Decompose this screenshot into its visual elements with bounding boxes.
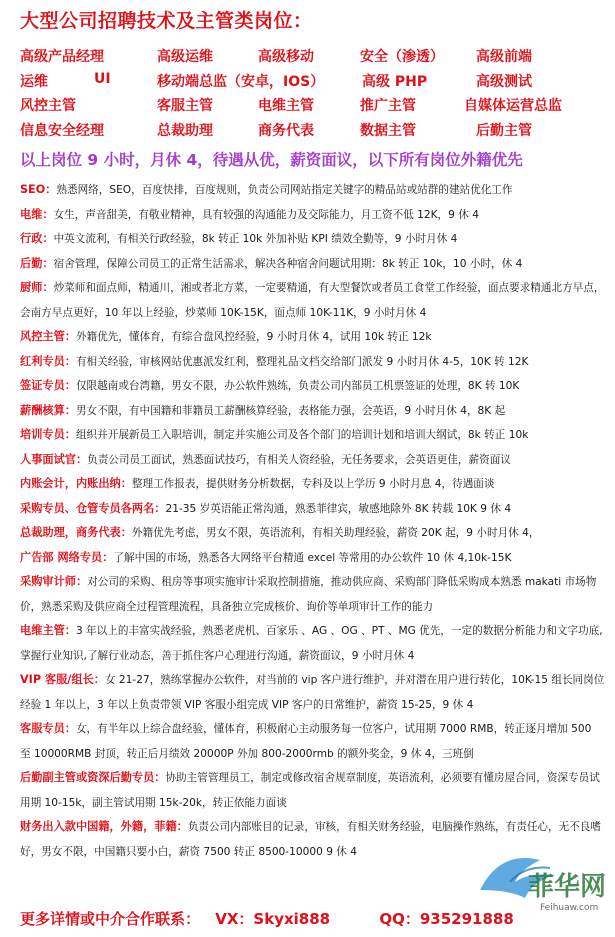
job-label: VIP 客服/组长： [20, 673, 105, 686]
job-label: 后勤： [20, 256, 54, 270]
job-item [20, 374, 605, 399]
job-item [20, 472, 605, 497]
position-item: 运维 [20, 73, 48, 90]
position-item: 高级前端 [476, 49, 532, 65]
position-item: 自媒体运营总监 [464, 98, 562, 114]
job-label: 采购审计师： [20, 575, 88, 588]
job-item [20, 350, 605, 375]
position-grid [20, 46, 600, 144]
job-item [20, 717, 605, 766]
job-item [20, 423, 605, 448]
job-desc: 外籍优先，懂体育，有综合盘风控经验，9 小时月休 4，试用 10k 转正 12k [75, 331, 432, 343]
job-item [20, 570, 605, 619]
watermark-url: Feihuaw.com [540, 903, 599, 913]
position-row [20, 95, 600, 120]
job-item [20, 252, 605, 277]
job-item [20, 325, 605, 350]
job-desc: 有相关经验，审核网站优惠派发红利，整理礼品文档交给部门派发 9 小时月休 4-5，10K 转 12K [75, 355, 529, 368]
position-item: 商务代表 [258, 122, 314, 139]
job-desc: 男女不限，有中国籍和菲籍员工薪酬核算经验，表格能力强，会英语，9 小时月休 4，8K 起 [75, 404, 506, 417]
job-item [20, 448, 605, 473]
position-item: 高级移动 [258, 49, 314, 65]
position-item: 数据主管 [360, 122, 416, 139]
position-item: 高级运维 [157, 49, 213, 65]
job-label: 电维： [20, 207, 54, 221]
job-item [20, 227, 605, 252]
position-item: 电维主管 [258, 98, 314, 114]
position-item: UI [94, 70, 111, 87]
job-label: 广告部 网络专员： [20, 550, 114, 564]
job-desc: 组织并开展新员工入职培训，制定并实施公司及各个部门的培训计划和培训大纲试，8k 转正 10k [75, 429, 529, 441]
job-list [20, 178, 605, 864]
job-label: 厨师： [20, 281, 54, 294]
qq-contact: QQ：935291888 [379, 910, 514, 928]
job-desc: 熟悉网络，SEO，百度快排，百度规则，负责公司网站指定关键字的精品站或站群的建站优化工作 [56, 184, 513, 196]
position-item: 客服主管 [157, 98, 213, 114]
job-label: 总裁助理，商务代表： [20, 526, 132, 539]
position-item: 总裁助理 [157, 122, 213, 139]
job-desc: 负责公司内部账目的记录，审核，有相关财务经验，电脑操作熟练，有责任心，无不良嗜好，男女不限，中国籍只要小白，薪资 7500 转正 8500-10000 9 休 4 [20, 821, 601, 858]
job-desc: 21-35 岁英语能正常沟通，熟悉菲律宾，敏感地除外 8K 转载 10K 9 休 4 [165, 502, 512, 515]
position-item: 高级 PHP [362, 73, 428, 90]
position-item: 推广主管 [360, 98, 416, 114]
job-item [20, 619, 605, 668]
watermark-text: 菲华网 [528, 872, 607, 902]
job-item [20, 766, 605, 815]
position-row [20, 71, 600, 96]
job-desc: 仅限越南或台湾籍，男女不限，办公软件熟练，负责公司内部员工机票签证的处理，8K 转 10K [75, 380, 520, 392]
job-item [20, 497, 605, 522]
job-desc: 炒菜师和面点师，精通川，湘或者北方菜，一定要精通，有大型餐饮或者员工食堂工作经验，面点要求精通北方早点，会南方早点更好，10 年以上经验，炒菜师 10K-15K，面点师 10K-11K，9 小时月休 4 [20, 282, 605, 319]
job-item [20, 521, 605, 546]
position-item: 高级产品经理 [20, 49, 104, 65]
position-item: 高级测试 [476, 73, 532, 90]
job-label: 行政： [20, 232, 54, 245]
position-item: 风控主管 [20, 98, 76, 114]
job-item [20, 178, 605, 203]
position-row [20, 46, 600, 71]
position-item: 后勤主管 [476, 122, 532, 139]
position-item: 安全（渗透） [360, 49, 444, 65]
job-desc: 负责公司员工面试，熟悉面试技巧，有相关人资经验，无任务要求，会英语更佳，薪资面议 [87, 453, 511, 466]
job-desc: 中英文流利，有相关行政经验，8k 转正 10k 外加补贴 KPI 绩效全勤等，9 小时月休 4 [53, 233, 458, 245]
job-desc: 外籍优先考虑，男女不限，英语流利，有相关助理经验，薪资 20K 起，9 小时月休 4， [131, 527, 540, 539]
job-desc: 女生，声音甜美，有敬业精神，具有较强的沟通能力及交际能力，月工资不低 12K，9 休 4 [53, 208, 479, 221]
position-item: 移动端总监（安卓，IOS） [157, 73, 325, 90]
job-label: 后勤副主管或资深后勤专员： [20, 771, 166, 784]
position-item: 信息安全经理 [20, 122, 104, 139]
poster-title: 大型公司招聘技术及主管类岗位： [20, 10, 313, 32]
job-label: 风控主管： [20, 330, 76, 343]
job-desc: 了解中国的市场，熟悉各大网络平台精通 excel 等常用的办公软件 10 休 4,10k-15K [113, 551, 512, 564]
job-label: 薪酬核算： [20, 403, 76, 417]
wechat-contact: VX：Skyxi888 [215, 910, 331, 928]
job-item [20, 399, 605, 424]
job-item [20, 546, 605, 571]
job-desc: 协助主管管理员工，制定或修改宿舍规章制度，英语流利，必须要有懂房屋合同，资深专员试用期 10-15k，副主管试用期 15k-20k，转正依能力面谈 [20, 772, 600, 809]
job-label: 红利专员： [20, 354, 76, 368]
job-label: 客服专员： [20, 722, 76, 735]
job-label: SEO： [20, 183, 57, 196]
notice-line: 以上岗位 9 小时，月休 4，待遇从优，薪资面议，以下所有岗位外籍优先 [20, 151, 523, 169]
job-desc: 女，有半年以上综合盘经验，懂体育，积极耐心主动服务每一位客户，试用期 7000 RMB，转正逐月增加 500 至 10000RMB 封顶，转正后月绩效 20000P 外加 800-2000rmb 的额外奖金，9 休 4，三班倒 [20, 723, 592, 760]
job-desc: 宿舍管理，保障公司员工的正常生活需求，解决各种宿舍问题试用期：8k 转正 10k，10 小时，休 4 [53, 257, 523, 270]
position-row [20, 120, 600, 145]
footer-contact [20, 908, 524, 929]
job-desc: 对公司的采购、租房等事项实施审计采取控制措施，推动供应商、采购部门降低采购成本熟悉 makati 市场物价，熟悉采购及供应商全过程管理流程，具备独立完成核价、询价等单项审计工作的能力 [20, 576, 597, 613]
job-desc: 女 21-27，熟练掌握办公软件，对当前的 vip 客户进行维护，并对潜在用户进行转化，10K-15 组长同岗位经验 1 年以上，3 年以上负责带领 VIP 客服小组完成 VIP 客户的日常维护，薪资 15-25，9 休 4 [20, 674, 605, 711]
job-item [20, 276, 605, 325]
job-item [20, 203, 605, 228]
contact-label: 更多详情或中介合作联系： [20, 910, 201, 928]
job-label: 财务出入款中国籍，外籍，菲籍： [20, 820, 188, 833]
job-label: 电维主管： [20, 624, 76, 637]
job-item [20, 668, 605, 717]
job-label: 人事面试官： [20, 452, 88, 466]
job-label: 内账会计，内账出纳： [20, 477, 132, 490]
job-label: 签证专员： [20, 379, 76, 392]
job-label: 培训专员： [20, 428, 76, 441]
job-label: 采购专员、仓管专员各两名： [20, 501, 166, 515]
job-desc: 整理工作报表，提供财务分析数据，专科及以上学历 9 小时月息 4，待遇面谈 [131, 478, 495, 490]
job-desc: 3 年以上的丰富实战经验，熟悉老虎机、百家乐 、AG 、OG 、PT 、MG 优先，一定的数据分析能力和文字功底,掌握行业知识,了解行业动态，善于抓住客户心理进行沟通，薪资面议，9 小时月休 4 [20, 625, 603, 662]
